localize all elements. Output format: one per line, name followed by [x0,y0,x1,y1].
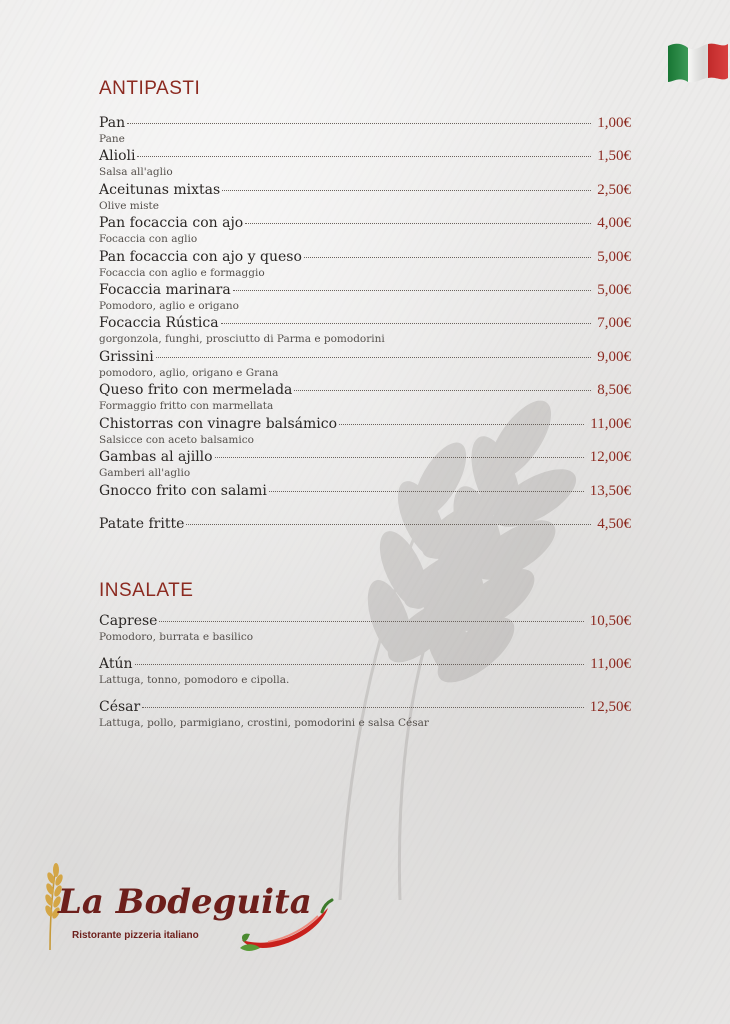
item-price: 1,00€ [597,115,631,131]
dot-leader [269,490,584,492]
item-description: Pane [99,133,125,145]
menu-item [99,698,631,730]
menu-item [99,214,631,246]
item-description: pomodoro, aglio, origano e Grana [99,367,279,379]
item-name: Focaccia marinara [99,282,231,298]
item-name: César [99,699,141,715]
item-name: Aceitunas mixtas [99,182,221,198]
item-name: Grissini [99,349,154,365]
item-name: Patate fritte [99,516,185,532]
menu-item [99,612,631,644]
dot-leader [127,122,591,124]
menu-item [99,314,631,346]
item-price: 13,50€ [589,483,631,499]
menu-item [99,482,631,500]
dot-leader [215,456,584,458]
menu-item [99,515,631,533]
dot-leader [142,706,584,708]
item-price: 10,50€ [589,613,631,629]
item-price: 7,00€ [597,315,631,331]
item-description: Salsicce con aceto balsamico [99,434,254,446]
item-price: 4,00€ [597,215,631,231]
item-price: 11,00€ [590,416,631,432]
item-price: 12,00€ [589,449,631,465]
item-price: 2,50€ [597,182,631,198]
menu-item [99,348,631,380]
menu-item [99,381,631,413]
item-price: 1,50€ [597,148,631,164]
item-price: 11,00€ [590,656,631,672]
italy-flag-icon [666,38,730,86]
restaurant-logo [38,862,338,962]
item-name: Gnocco frito con salami [99,483,267,499]
item-description: Focaccia con aglio e formaggio [99,267,265,279]
dot-leader [156,356,592,358]
item-name: Atún [99,656,133,672]
item-name: Chistorras con vinagre balsámico [99,416,338,432]
item-price: 5,00€ [597,282,631,298]
menu-item [99,415,631,447]
dot-leader [135,663,585,665]
menu-item [99,248,631,280]
dot-leader [159,620,583,622]
dot-leader [222,189,591,191]
item-description: Pomodoro, aglio e origano [99,300,239,312]
item-price: 4,50€ [597,516,631,532]
menu-item [99,114,631,146]
item-name: Pan [99,115,126,131]
dot-leader [233,289,592,291]
item-description: Focaccia con aglio [99,233,198,245]
dot-leader [339,423,584,425]
item-description: gorgonzola, funghi, prosciutto di Parma e pomodorini [99,333,385,345]
item-description: Lattuga, pollo, parmigiano, crostini, pomodorini e salsa César [99,717,429,729]
item-description: Lattuga, tonno, pomodoro e cipolla. [99,674,290,686]
menu-item [99,181,631,213]
logo-subtitle: Ristorante pizzeria italiano [72,930,199,941]
item-name: Focaccia Rústica [99,315,219,331]
menu-item [99,281,631,313]
dot-leader [294,389,591,391]
dot-leader [304,256,591,258]
item-description: Olive miste [99,200,159,212]
item-description: Salsa all'aglio [99,166,173,178]
section-title-antipasti: ANTIPASTI [99,78,201,99]
item-description: Pomodoro, burrata e basilico [99,631,254,643]
item-price: 9,00€ [597,349,631,365]
menu-item [99,147,631,179]
item-price: 8,50€ [597,382,631,398]
item-name: Caprese [99,613,158,629]
dot-leader [221,322,592,324]
logo-name: La Bodeguita [58,882,312,922]
item-name: Pan focaccia con ajo [99,215,244,231]
dot-leader [186,523,591,525]
menu-item [99,448,631,480]
item-description: Gamberi all'aglio [99,467,191,479]
chili-pepper-icon [238,898,334,954]
item-price: 12,50€ [589,699,631,715]
item-price: 5,00€ [597,249,631,265]
section-title-insalate: INSALATE [99,580,194,601]
item-description: Formaggio fritto con marmellata [99,400,274,412]
dot-leader [245,222,591,224]
item-name: Queso frito con mermelada [99,382,293,398]
dot-leader [137,155,591,157]
item-name: Gambas al ajillo [99,449,213,465]
menu-item [99,655,631,687]
item-name: Pan focaccia con ajo y queso [99,249,302,265]
item-name: Alioli [99,148,136,164]
